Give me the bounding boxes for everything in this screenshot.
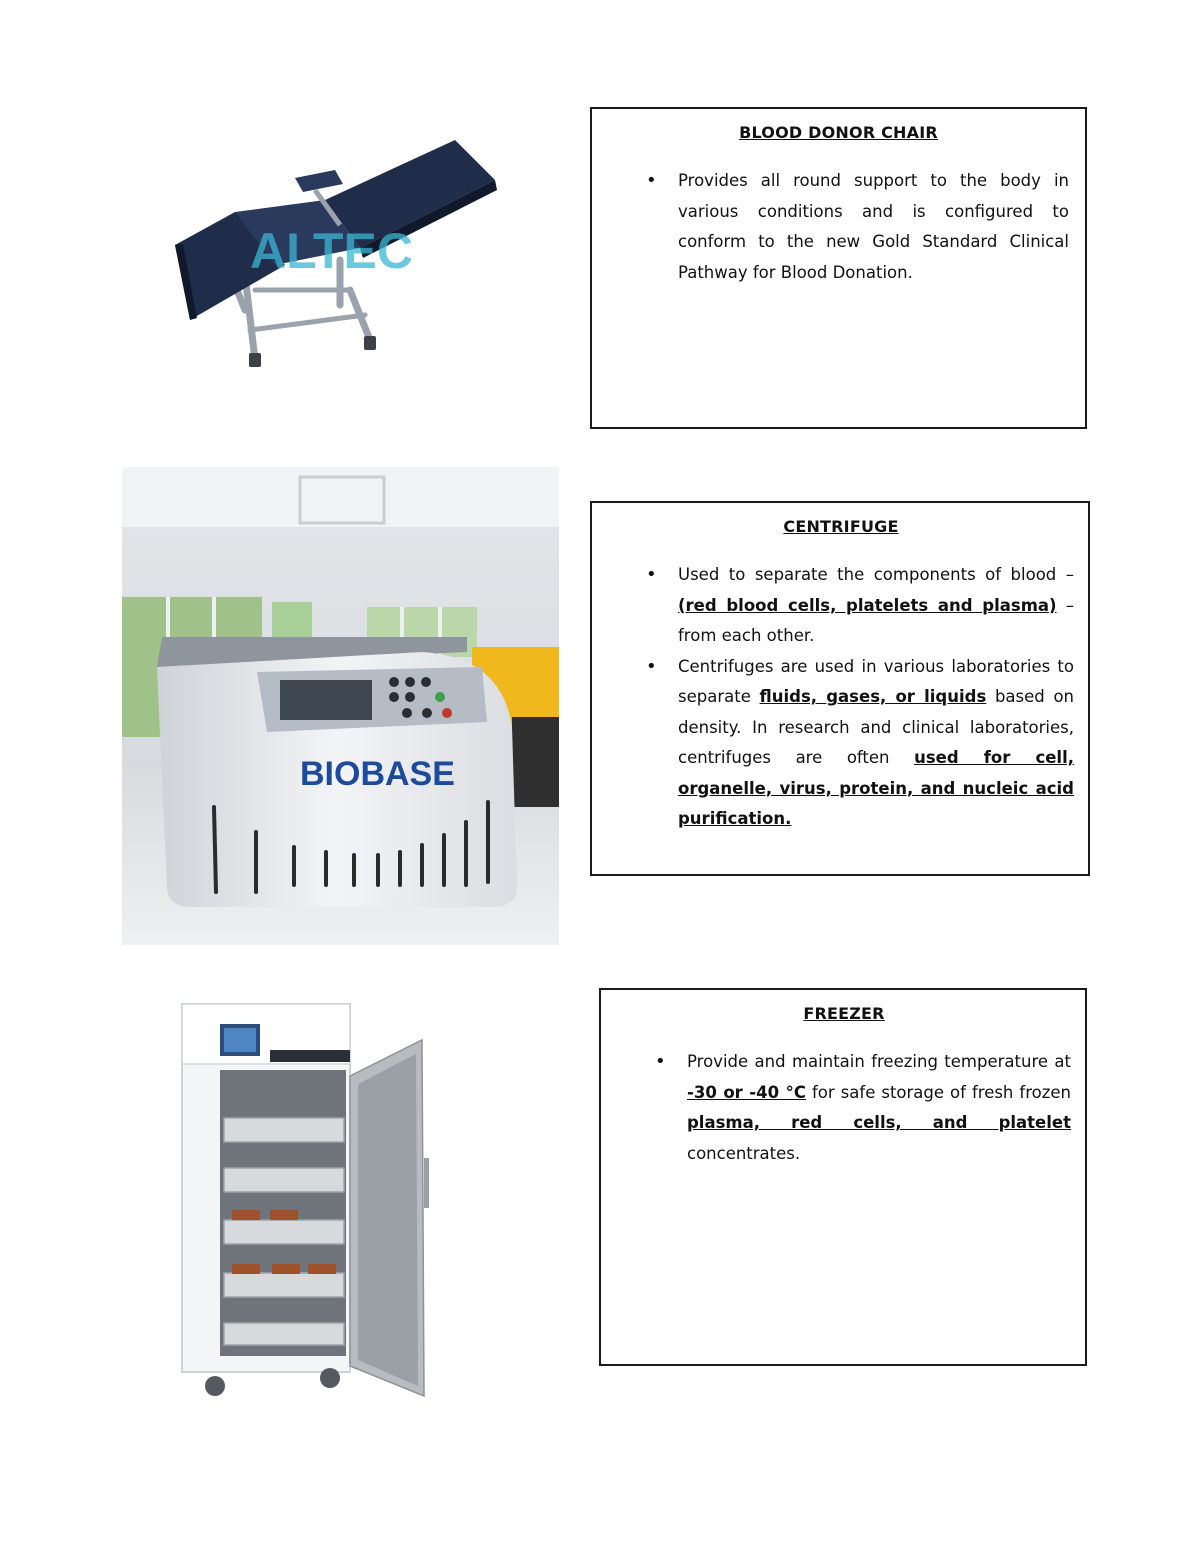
freezer-box [599, 988, 1087, 1366]
bullet-item [678, 652, 1074, 835]
bullet-item [687, 1047, 1071, 1169]
blood-donor-chair-box [590, 107, 1087, 429]
centrifuge-brand-text: BIOBASE [300, 755, 455, 793]
bullet-emphasis-text: used for cell, organelle, virus, protein, and nucleic acid purification. [678, 748, 1074, 828]
bullet-list [678, 166, 1069, 288]
freezer-image [180, 998, 430, 1400]
bullet-emphasis-text: -30 or -40 °C [687, 1082, 806, 1102]
bullet-text: for safe storage of fresh frozen [805, 1082, 1071, 1102]
bullet-list [687, 1047, 1071, 1169]
bullet-text: – from each other. [678, 595, 1074, 645]
section-heading: BLOOD DONOR CHAIR [739, 123, 938, 142]
bullet-text: Provides all round support to the body in various conditions and is configured to conform to the new Gold Standard Clinical Pathway for Blood Donation. [678, 171, 1069, 282]
bullet-item [678, 560, 1074, 652]
centrifuge-box [590, 501, 1090, 876]
bullet-text: Centrifuges are used in various laboratories to separate [678, 656, 1074, 706]
bullet-list [678, 560, 1074, 835]
centrifuge-image [122, 467, 559, 945]
bullet-text: based on density. In research and clinical laboratories, centrifuges are often [678, 687, 1074, 767]
bullet-text: concentrates. [687, 1143, 801, 1163]
bullet-text: Used to separate the components of blood – [678, 565, 1074, 584]
bullet-text: Provide and maintain freezing temperature at [687, 1052, 1071, 1071]
chair-watermark-text: ALTEC [250, 223, 413, 279]
bullet-emphasis-text: fluids, gases, or liquids [759, 687, 987, 706]
bullet-emphasis-text: plasma, red cells, and platelet [687, 1113, 1071, 1132]
bullet-item [678, 166, 1069, 288]
blood-donor-chair-image [165, 140, 515, 380]
section-heading: CENTRIFUGE [783, 517, 899, 536]
section-heading: FREEZER [803, 1004, 885, 1023]
bullet-emphasis-text: (red blood cells, platelets and plasma) [678, 595, 1057, 615]
